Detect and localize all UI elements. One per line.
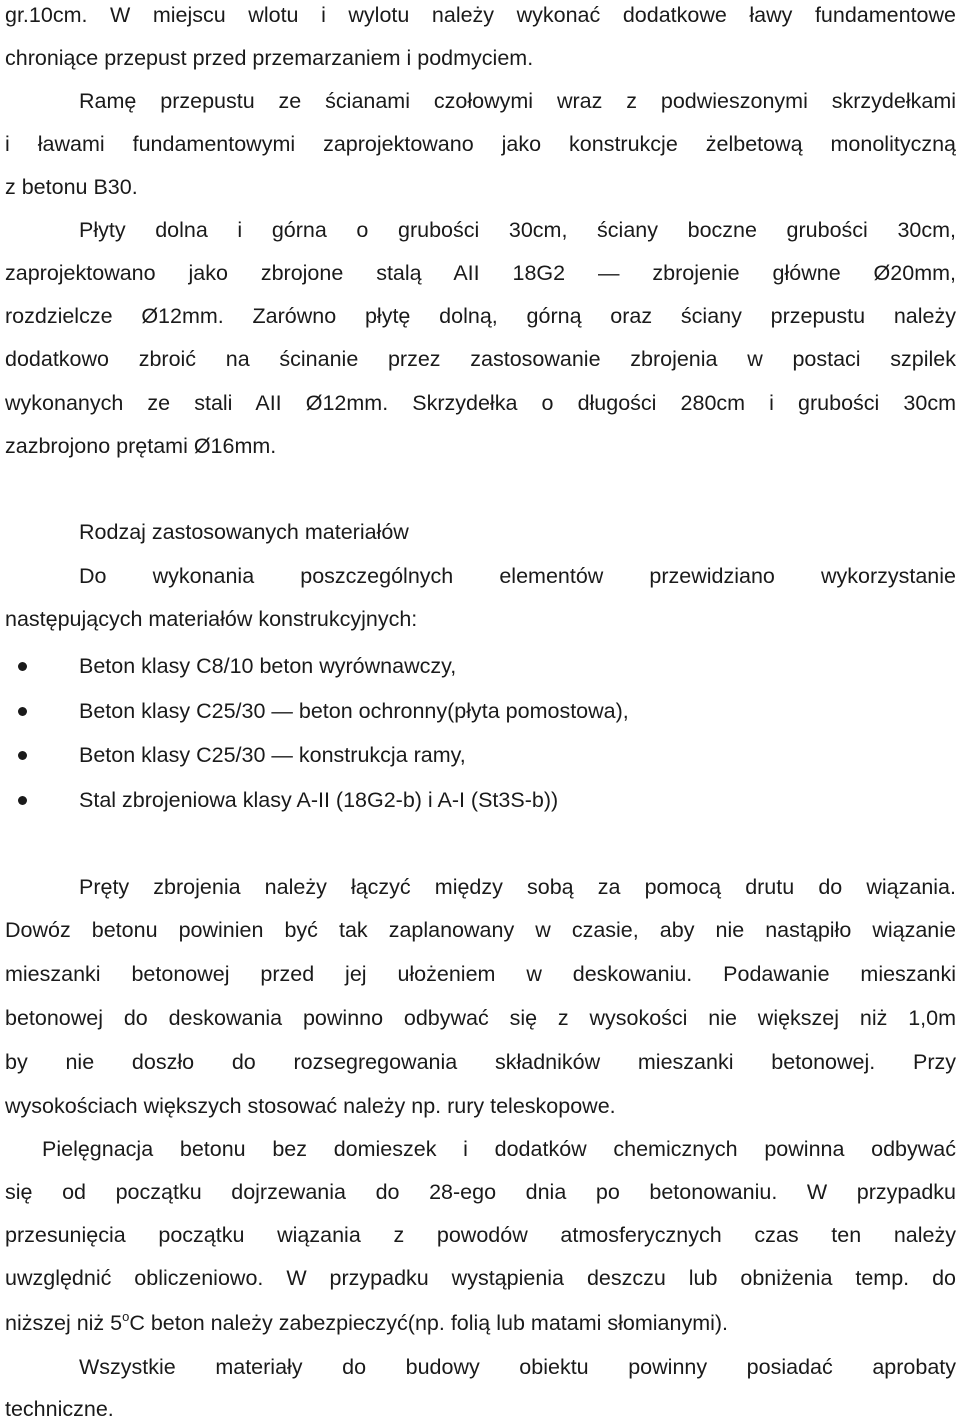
bullet-icon — [18, 751, 27, 760]
paragraph-line: techniczne. — [5, 1397, 114, 1421]
paragraph-line: chroniące przepust przed przemarzaniem i podmyciem. — [5, 46, 534, 70]
paragraph-line: by nie doszło do rozsegregowania składników mieszanki betonowej. Przy — [5, 1050, 956, 1074]
paragraph-line: Pręty zbrojenia należy łączyć między sobą za pomocą drutu do wiązania. — [79, 875, 956, 899]
paragraph-line: się od początku dojrzewania do 28-ego dnia po betonowaniu. W przypadku — [5, 1180, 956, 1204]
paragraph-line: przesunięcia początku wiązania z powodów atmosferycznych czas ten należy — [5, 1223, 956, 1247]
paragraph-line: z betonu B30. — [5, 175, 138, 199]
list-item: Beton klasy C25/30 — konstrukcja ramy, — [79, 743, 466, 767]
paragraph-line: rozdzielcze Ø12mm. Zarówno płytę dolną, górną oraz ściany przepustu należy — [5, 304, 956, 328]
bullet-icon — [18, 662, 27, 671]
paragraph-line: Wszystkie materiały do budowy obiektu powinny posiadać aprobaty — [79, 1355, 956, 1379]
paragraph-line: Płyty dolna i górna o grubości 30cm, ściany boczne grubości 30cm, — [79, 218, 956, 242]
temp-text-before: niższej niż 5 — [5, 1311, 123, 1335]
paragraph-line: zazbrojono prętami Ø16mm. — [5, 434, 277, 458]
paragraph-line: zaprojektowano jako zbrojone stalą AII 18G2 — zbrojenie główne Ø20mm, — [5, 261, 956, 285]
paragraph-line: i ławami fundamentowymi zaprojektowano jako konstrukcje żelbetową monolityczną — [5, 132, 956, 156]
paragraph-line: następujących materiałów konstrukcyjnych: — [5, 607, 418, 631]
paragraph-line: mieszanki betonowej przed jej ułożeniem w deskowaniu. Podawanie mieszanki — [5, 962, 956, 986]
paragraph-line: Dowóz betonu powinien być tak zaplanowany w czasie, aby nie nastąpiło wiązanie — [5, 918, 956, 942]
temp-text-after: C beton należy zabezpieczyć(np. folią lub matami słomianymi). — [129, 1311, 729, 1335]
degree-superscript: o — [122, 1309, 130, 1324]
bullet-icon — [18, 707, 27, 716]
list-item: Beton klasy C8/10 beton wyrównawczy, — [79, 654, 457, 678]
paragraph-line — [5, 1308, 956, 1338]
paragraph-line: uwzględnić obliczeniowo. W przypadku wystąpienia deszczu lub obniżenia temp. do — [5, 1266, 956, 1290]
paragraph-line: gr.10cm. W miejscu wlotu i wylotu należy wykonać dodatkowe ławy fundamentowe — [5, 3, 956, 27]
section-heading: Rodzaj zastosowanych materiałów — [79, 520, 409, 544]
bullet-icon — [18, 796, 27, 805]
paragraph-line: Pielęgnacja betonu bez domieszek i dodatków chemicznych powinna odbywać — [42, 1137, 956, 1161]
paragraph-line: dodatkowo zbroić na ścinanie przez zastosowanie zbrojenia w postaci szpilek — [5, 347, 956, 371]
paragraph-line: Ramę przepustu ze ścianami czołowymi wraz z podwieszonymi skrzydełkami — [79, 89, 956, 113]
list-item: Stal zbrojeniowa klasy A-II (18G2-b) i A-I (St3S-b)) — [79, 788, 559, 812]
paragraph-line: wysokościach większych stosować należy np. rury teleskopowe. — [5, 1094, 616, 1118]
list-item: Beton klasy C25/30 — beton ochronny(płyta pomostowa), — [79, 699, 629, 723]
paragraph-line: betonowej do deskowania powinno odbywać się z wysokości nie większej niż 1,0m — [5, 1006, 956, 1030]
paragraph-line: wykonanych ze stali AII Ø12mm. Skrzydełka o długości 280cm i grubości 30cm — [5, 391, 956, 415]
paragraph-line: Do wykonania poszczególnych elementów przewidziano wykorzystanie — [79, 564, 956, 588]
